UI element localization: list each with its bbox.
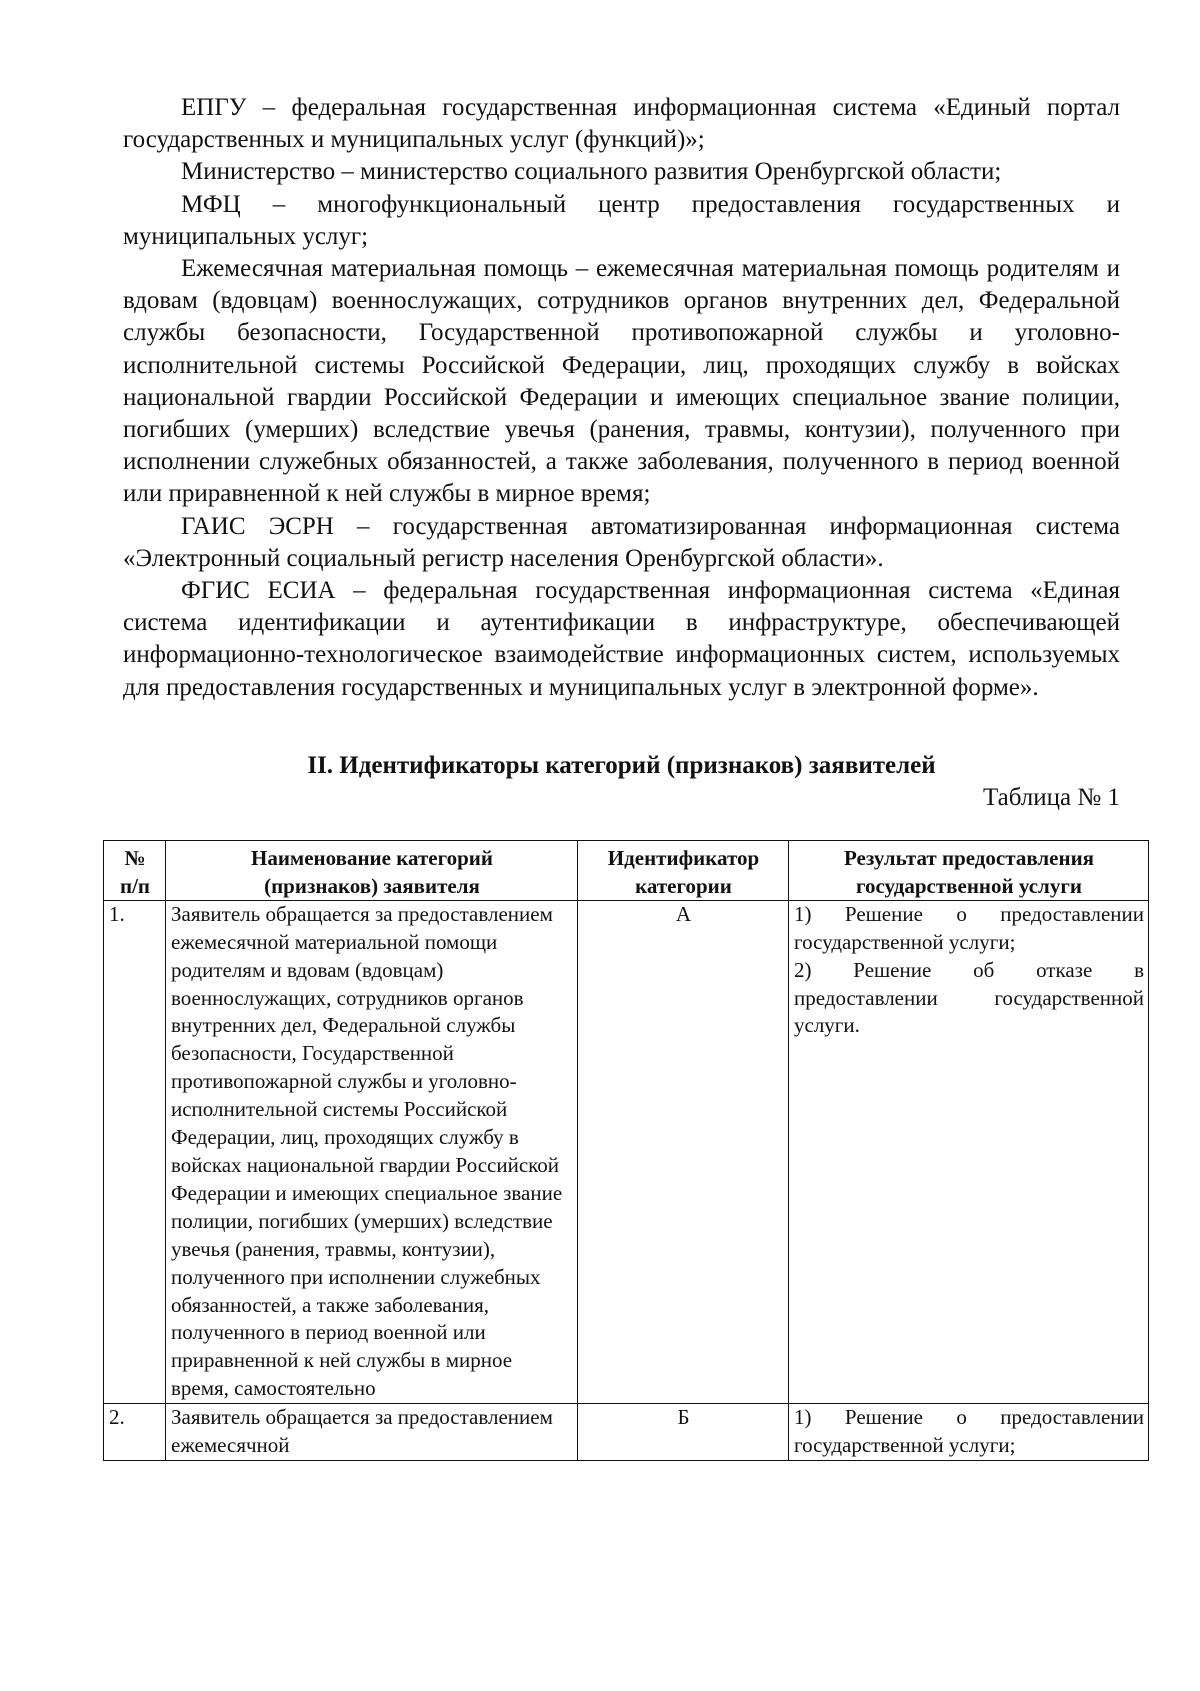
row-number: 2. — [104, 1404, 166, 1461]
header-category-name-line1: Наименование категорий — [250, 845, 493, 870]
row-category-name: Заявитель обращается за предоставлением ежемесячной материальной помощи родителям и вдовам (вдовцам) военнослужащих, сотрудников органов внутренних дел, Федеральной службы безопасности, Государственной противопожарной службы и уголовно-исполнительной системы Российской Федерации, лиц, проходящих службу в войсках национальной гвардии Российской Федерации и имеющих специальное звание полиции, погибших (умерших) вследствие увечья (ранения, травмы, контузии), полученного при исполнении служебных обязанностей, а также заболевания, полученного в период военной или приравненной к ней службы в мирное время, самостоятельно — [166, 900, 578, 1403]
header-category-name — [166, 840, 578, 900]
header-result-line1: Результат предоставления — [843, 845, 1095, 870]
definition-ministry: Министерство – министерство социального развития Оренбургской области; — [181, 158, 1002, 186]
header-number-line2: п/п — [119, 873, 151, 898]
result-item: 2) Решение об отказе в предоставлении государственной услуги. — [794, 957, 1144, 1038]
section-title: II. Идентификаторы категорий (признаков) заявителей — [307, 751, 936, 779]
row-category-id: А — [578, 900, 789, 1403]
header-number — [104, 840, 166, 900]
definitions-block — [123, 92, 1120, 704]
header-result-line2: государственной услуги — [856, 873, 1082, 898]
row-category-id: Б — [578, 1404, 789, 1461]
header-category-id — [578, 840, 789, 900]
table-header-row — [104, 840, 1149, 900]
result-item: 1) Решение о предоставлении государственной услуги; — [794, 901, 1144, 954]
table-label: Таблица № 1 — [982, 783, 1120, 811]
table-row — [104, 900, 1149, 1403]
definition-epgu: ЕПГУ – федеральная государственная информационная система «Единый портал государственных и муниципальных услуг (функций)»; — [123, 94, 1120, 154]
header-category-id-line2: категории — [635, 873, 732, 898]
applicant-categories-table — [103, 840, 1149, 1461]
definition-monthly-aid: Ежемесячная материальная помощь – ежемесячная материальная помощь родителям и вдовам (вдовцам) военнослужащих, сотрудников органов внутренних дел, Федеральной службы безопасности, Государственной противопожарной службы и уголовно-исполнительной системы Российской Федерации, лиц, проходящих службу в войсках национальной гвардии Российской Федерации и имеющих специальное звание полиции, погибших (умерших) вследствие увечья (ранения, травмы, контузии), полученного при исполнении служебных обязанностей, а также заболевания, полученного в период военной или приравненной к ней службы в мирное время; — [123, 255, 1120, 508]
result-item: 1) Решение о предоставлении государственной услуги; — [794, 1405, 1144, 1458]
header-category-id-line1: Идентификатор — [607, 845, 760, 870]
row-number: 1. — [104, 900, 166, 1403]
table-container — [103, 840, 1148, 1461]
header-result — [789, 840, 1149, 900]
definition-mfc: МФЦ – многофункциональный центр предоставления государственных и муниципальных услуг; — [123, 190, 1120, 250]
row-result — [789, 900, 1149, 1403]
definition-fgis-esia: ФГИС ЕСИА – федеральная государственная информационная система «Единая система идентификации и аутентификации в инфраструктуре, обеспечивающей информационно-технологическое взаимодействие информационных систем, используемых для предоставления государственных и муниципальных услуг в электронной форме». — [123, 577, 1120, 701]
row-category-name: Заявитель обращается за предоставлением ежемесячной — [166, 1404, 578, 1461]
header-number-line1: № — [124, 845, 146, 870]
header-category-name-line2: (признаков) заявителя — [264, 873, 480, 898]
definition-gais-esrn: ГАИС ЭСРН – государственная автоматизированная информационная система «Электронный социальный регистр населения Оренбургской области». — [123, 512, 1120, 572]
row-result — [789, 1404, 1149, 1461]
table-row — [104, 1404, 1149, 1461]
